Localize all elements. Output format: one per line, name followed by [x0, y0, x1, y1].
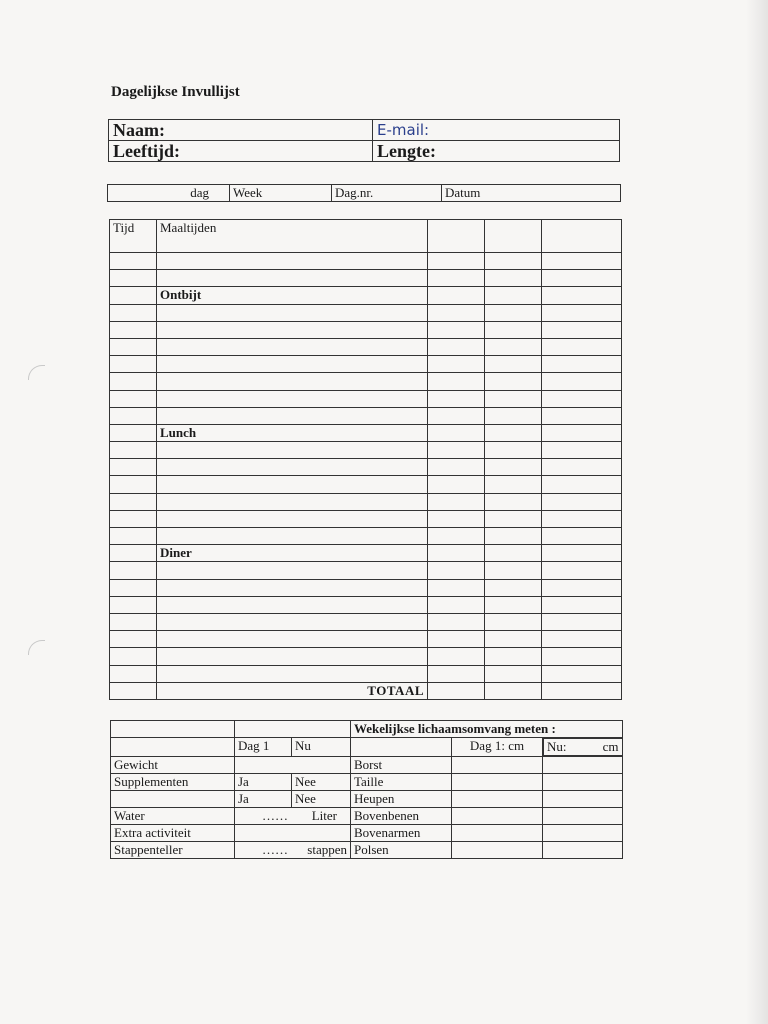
table-row — [110, 562, 622, 579]
table-row — [110, 528, 622, 545]
meal-cell[interactable] — [542, 253, 622, 270]
body-part-label: Borst — [351, 757, 452, 774]
nu-header: Nu — [292, 738, 351, 757]
week-field[interactable]: Week — [230, 185, 332, 202]
meal-cell[interactable] — [428, 321, 485, 338]
meal-cell[interactable] — [157, 270, 428, 287]
meal-cell[interactable] — [542, 442, 622, 459]
table-row — [110, 476, 622, 493]
meal-cell[interactable] — [542, 407, 622, 424]
meal-cell[interactable] — [485, 459, 542, 476]
meal-cell[interactable] — [428, 613, 485, 630]
meal-cell[interactable] — [428, 373, 485, 390]
meal-cell[interactable] — [485, 631, 542, 648]
meal-cell[interactable] — [157, 596, 428, 613]
meal-cell[interactable] — [542, 493, 622, 510]
table-row — [110, 390, 622, 407]
table-row — [110, 579, 622, 596]
meal-cell[interactable] — [428, 596, 485, 613]
page-edge-shadow — [746, 0, 768, 1024]
table-row — [110, 407, 622, 424]
nu-measure-cell[interactable] — [543, 842, 623, 859]
meal-cell[interactable] — [157, 253, 428, 270]
meal-cell[interactable] — [110, 596, 157, 613]
meal-cell[interactable] — [157, 459, 428, 476]
table-row — [110, 253, 622, 270]
meal-cell[interactable] — [542, 424, 622, 441]
meal-cell[interactable] — [428, 665, 485, 682]
meal-cell[interactable] — [485, 424, 542, 441]
blank-cell — [235, 721, 351, 738]
meal-cell[interactable] — [110, 579, 157, 596]
row-label — [111, 791, 235, 808]
meal-cell[interactable] — [157, 321, 428, 338]
meal-cell[interactable] — [428, 253, 485, 270]
weekly-measurements-table — [110, 720, 623, 859]
dag1-measure-cell[interactable] — [452, 825, 543, 842]
blank-cell — [111, 738, 235, 757]
meal-cell[interactable] — [110, 476, 157, 493]
personal-info-table — [108, 119, 620, 162]
nu-cm-header: Nu: — [547, 739, 567, 754]
diner-label: Diner — [157, 545, 428, 562]
meal-cell[interactable] — [110, 390, 157, 407]
meal-cell[interactable] — [428, 631, 485, 648]
meal-cell[interactable] — [428, 304, 485, 321]
table-row — [111, 808, 623, 825]
meal-cell[interactable] — [110, 407, 157, 424]
table-row — [110, 596, 622, 613]
cm-unit: cm — [602, 739, 619, 754]
meal-cell[interactable] — [157, 476, 428, 493]
meal-cell[interactable] — [485, 613, 542, 630]
meal-cell[interactable] — [485, 510, 542, 527]
value-cell[interactable] — [235, 825, 351, 842]
meal-cell[interactable] — [485, 338, 542, 355]
meal-cell[interactable] — [485, 442, 542, 459]
steps-input[interactable] — [235, 842, 351, 859]
meal-cell[interactable] — [110, 321, 157, 338]
meal-cell[interactable] — [542, 321, 622, 338]
meal-cell[interactable] — [485, 596, 542, 613]
dag-field[interactable]: dag — [108, 185, 230, 202]
weekly-measurements-title: Wekelijkse lichaamsomvang meten : — [351, 721, 623, 738]
ja-option[interactable]: Ja — [235, 774, 292, 791]
meal-cell[interactable] — [157, 579, 428, 596]
meal-cell[interactable] — [428, 476, 485, 493]
table-row — [110, 287, 622, 304]
nu-measure-cell[interactable] — [543, 825, 623, 842]
table-row — [110, 304, 622, 321]
meal-cell[interactable] — [542, 373, 622, 390]
table-row — [111, 774, 623, 791]
leeftijd-field[interactable]: Leeftijd: — [109, 141, 373, 162]
table-row — [110, 321, 622, 338]
meal-cell[interactable] — [110, 631, 157, 648]
row-label: Supplementen — [111, 774, 235, 791]
meal-cell[interactable] — [542, 356, 622, 373]
ontbijt-label: Ontbijt — [157, 287, 428, 304]
meal-cell[interactable] — [110, 338, 157, 355]
tijd-header: Tijd — [110, 220, 157, 253]
datum-field[interactable]: Datum — [442, 185, 621, 202]
meal-cell[interactable] — [110, 545, 157, 562]
dag1-measure-cell[interactable] — [452, 774, 543, 791]
meal-cell[interactable] — [110, 304, 157, 321]
meal-cell[interactable] — [485, 545, 542, 562]
meal-cell[interactable] — [110, 356, 157, 373]
meal-cell[interactable] — [157, 338, 428, 355]
meal-cell[interactable] — [110, 562, 157, 579]
meal-cell[interactable] — [157, 510, 428, 527]
meal-cell[interactable] — [110, 287, 157, 304]
table-row — [110, 220, 622, 253]
table-row — [110, 424, 622, 441]
meal-cell[interactable] — [485, 682, 542, 699]
meal-cell[interactable] — [485, 528, 542, 545]
meal-cell[interactable] — [157, 613, 428, 630]
meal-cell[interactable] — [428, 562, 485, 579]
water-dots: …… — [262, 808, 288, 823]
nu-measure-cell[interactable] — [543, 791, 623, 808]
ja-option[interactable]: Ja — [235, 791, 292, 808]
table-row — [110, 665, 622, 682]
dag1-cm-header: Dag 1: cm — [452, 738, 543, 757]
row-label: Stappenteller — [111, 842, 235, 859]
meal-cell[interactable] — [542, 287, 622, 304]
table-row — [111, 757, 623, 774]
naam-field[interactable]: Naam: — [109, 120, 373, 141]
water-input[interactable] — [235, 808, 351, 825]
meal-cell[interactable] — [428, 459, 485, 476]
meal-cell[interactable] — [428, 648, 485, 665]
meal-cell[interactable] — [110, 648, 157, 665]
table-row — [110, 613, 622, 630]
meal-cell[interactable] — [542, 304, 622, 321]
row-label: Water — [111, 808, 235, 825]
nu-measure-cell[interactable] — [543, 774, 623, 791]
meal-cell[interactable] — [110, 270, 157, 287]
meal-cell[interactable] — [542, 510, 622, 527]
row-label: Extra activiteit — [111, 825, 235, 842]
table-row — [110, 631, 622, 648]
meal-cell[interactable] — [110, 682, 157, 699]
meal-cell[interactable] — [542, 220, 622, 253]
meal-cell[interactable] — [157, 304, 428, 321]
meal-cell[interactable] — [542, 338, 622, 355]
meal-cell[interactable] — [110, 424, 157, 441]
nu-measure-cell[interactable] — [543, 757, 623, 774]
table-row — [110, 270, 622, 287]
meal-cell[interactable] — [157, 528, 428, 545]
table-row — [110, 682, 622, 699]
body-part-label: Bovenarmen — [351, 825, 452, 842]
meal-cell[interactable] — [428, 528, 485, 545]
punch-hole — [28, 640, 45, 655]
meal-cell[interactable] — [542, 596, 622, 613]
table-row — [110, 493, 622, 510]
body-part-label: Heupen — [351, 791, 452, 808]
water-unit: Liter — [311, 808, 337, 823]
meal-cell[interactable] — [110, 442, 157, 459]
table-row — [111, 825, 623, 842]
meal-cell[interactable] — [157, 373, 428, 390]
meal-cell[interactable] — [542, 579, 622, 596]
punch-hole — [28, 365, 45, 380]
meal-cell[interactable] — [110, 613, 157, 630]
meal-cell[interactable] — [428, 356, 485, 373]
meal-cell[interactable] — [157, 493, 428, 510]
lunch-label: Lunch — [157, 424, 428, 441]
steps-dots: …… — [262, 842, 288, 857]
dag1-measure-cell[interactable] — [452, 757, 543, 774]
table-row — [110, 648, 622, 665]
meal-cell[interactable] — [157, 562, 428, 579]
meal-cell[interactable] — [157, 407, 428, 424]
meal-cell[interactable] — [428, 510, 485, 527]
meal-cell[interactable] — [428, 338, 485, 355]
meal-cell[interactable] — [485, 648, 542, 665]
meal-cell[interactable] — [485, 665, 542, 682]
meal-cell[interactable] — [542, 459, 622, 476]
dag1-measure-cell[interactable] — [452, 791, 543, 808]
meal-cell[interactable] — [110, 665, 157, 682]
meal-cell[interactable] — [428, 545, 485, 562]
nu-measure-cell[interactable] — [543, 808, 623, 825]
dag1-header: Dag 1 — [235, 738, 292, 757]
meal-cell[interactable] — [485, 407, 542, 424]
totaal-label: TOTAAL — [157, 682, 428, 699]
value-cell[interactable] — [235, 757, 351, 774]
meal-cell[interactable] — [542, 390, 622, 407]
body-part-label: Polsen — [351, 842, 452, 859]
table-row — [110, 373, 622, 390]
meal-cell[interactable] — [542, 631, 622, 648]
meal-cell[interactable] — [428, 493, 485, 510]
meals-table — [109, 219, 622, 700]
meal-cell[interactable] — [542, 682, 622, 699]
meal-cell[interactable] — [542, 665, 622, 682]
row-label: Gewicht — [111, 757, 235, 774]
meal-cell[interactable] — [428, 682, 485, 699]
blank-cell — [111, 721, 235, 738]
meal-cell[interactable] — [428, 390, 485, 407]
meal-cell[interactable] — [428, 424, 485, 441]
lengte-field[interactable]: Lengte: — [373, 141, 620, 162]
meal-cell[interactable] — [485, 493, 542, 510]
meal-cell[interactable] — [485, 373, 542, 390]
meal-cell[interactable] — [485, 287, 542, 304]
meal-cell[interactable] — [157, 648, 428, 665]
body-part-label: Taille — [351, 774, 452, 791]
meal-cell[interactable] — [428, 220, 485, 253]
table-row — [110, 356, 622, 373]
table-row — [110, 442, 622, 459]
meal-cell[interactable] — [110, 493, 157, 510]
dagnr-field[interactable]: Dag.nr. — [332, 185, 442, 202]
meal-cell[interactable] — [157, 356, 428, 373]
meal-cell[interactable] — [110, 253, 157, 270]
meal-cell[interactable] — [157, 442, 428, 459]
meal-cell[interactable] — [110, 373, 157, 390]
meal-cell[interactable] — [157, 631, 428, 648]
table-row — [111, 791, 623, 808]
meal-cell[interactable] — [428, 407, 485, 424]
dag1-measure-cell[interactable] — [452, 842, 543, 859]
meal-cell[interactable] — [428, 270, 485, 287]
table-row — [110, 510, 622, 527]
dag1-measure-cell[interactable] — [452, 808, 543, 825]
document-title: Dagelijkse Invullijst — [111, 84, 240, 100]
meal-cell[interactable] — [485, 356, 542, 373]
maaltijden-header: Maaltijden — [157, 220, 428, 253]
meal-cell[interactable] — [542, 545, 622, 562]
meal-cell[interactable] — [485, 476, 542, 493]
body-part-label: Bovenbenen — [351, 808, 452, 825]
meal-cell[interactable] — [542, 648, 622, 665]
meal-cell[interactable] — [110, 528, 157, 545]
meal-cell[interactable] — [485, 253, 542, 270]
meal-cell[interactable] — [485, 579, 542, 596]
meal-cell[interactable] — [542, 562, 622, 579]
table-row — [110, 545, 622, 562]
meal-cell[interactable] — [428, 442, 485, 459]
meal-cell[interactable] — [428, 287, 485, 304]
meal-cell[interactable] — [157, 665, 428, 682]
table-row — [111, 842, 623, 859]
meal-cell[interactable] — [542, 528, 622, 545]
meal-cell[interactable] — [485, 304, 542, 321]
meal-cell[interactable] — [485, 562, 542, 579]
meal-cell[interactable] — [542, 476, 622, 493]
day-info-table — [107, 184, 621, 202]
meal-cell[interactable] — [428, 579, 485, 596]
meal-cell[interactable] — [110, 459, 157, 476]
meal-cell[interactable] — [110, 510, 157, 527]
blank-cell — [351, 738, 452, 757]
meal-cell[interactable] — [485, 220, 542, 253]
email-field[interactable]: E-mail: — [373, 120, 620, 141]
steps-unit: stappen — [307, 842, 347, 857]
meal-cell[interactable] — [542, 270, 622, 287]
meal-cell[interactable] — [542, 613, 622, 630]
meal-cell[interactable] — [485, 321, 542, 338]
meal-cell[interactable] — [485, 390, 542, 407]
meal-cell[interactable] — [485, 270, 542, 287]
table-row — [110, 338, 622, 355]
nee-option[interactable]: Nee — [292, 774, 351, 791]
nee-option[interactable]: Nee — [292, 791, 351, 808]
table-row — [110, 459, 622, 476]
meal-cell[interactable] — [157, 390, 428, 407]
